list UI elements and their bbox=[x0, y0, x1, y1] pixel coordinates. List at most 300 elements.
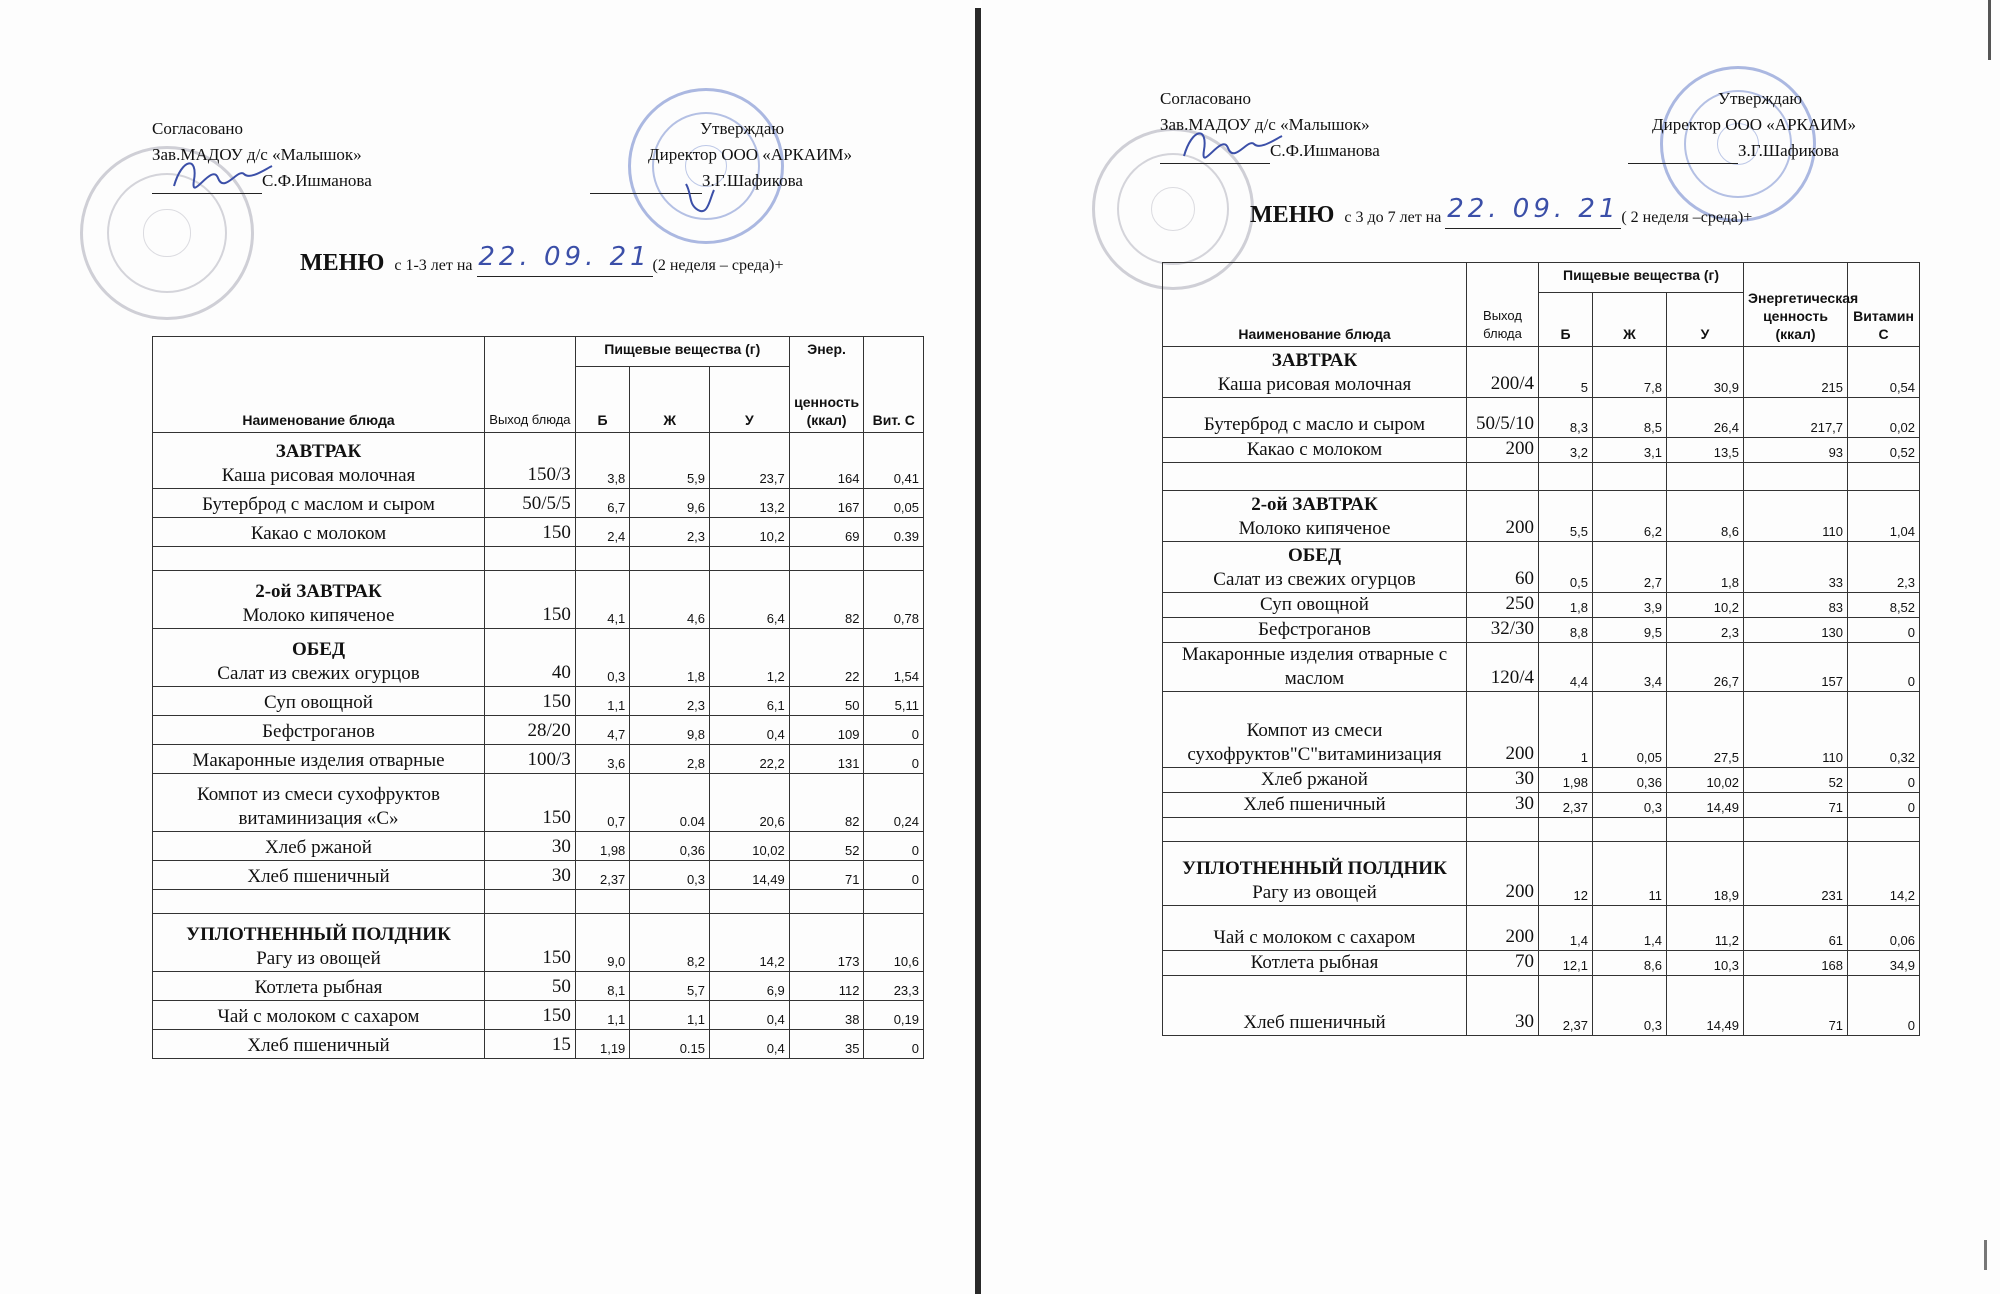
energy-value: 109 bbox=[789, 716, 864, 745]
header-energy: ценность (ккал) bbox=[789, 367, 864, 433]
carbs-value: 10,2 bbox=[1667, 593, 1744, 618]
approved-signature bbox=[1178, 120, 1288, 170]
protein-value: 3,2 bbox=[1539, 438, 1593, 463]
header-nutrients: Пищевые вещества (г) bbox=[575, 337, 789, 367]
energy-value: 71 bbox=[1744, 793, 1848, 818]
fat-value: 0,36 bbox=[1593, 768, 1667, 793]
protein-value: 3,8 bbox=[575, 433, 629, 489]
protein-value: 2,37 bbox=[1539, 976, 1593, 1036]
dish-yield: 200 bbox=[1467, 438, 1539, 463]
dish-yield: 150 bbox=[485, 687, 576, 716]
carbs-value bbox=[1667, 818, 1744, 842]
fat-value: 5,9 bbox=[630, 433, 710, 489]
vitamin-c-value: 14,2 bbox=[1848, 842, 1920, 906]
fat-value: 1,1 bbox=[630, 1001, 710, 1030]
vitamin-c-value: 0 bbox=[864, 745, 924, 774]
dish-name: Хлеб пшеничный bbox=[247, 866, 390, 887]
protein-value: 4,1 bbox=[575, 571, 629, 629]
carbs-value: 22,2 bbox=[710, 745, 790, 774]
carbs-value: 6,9 bbox=[710, 972, 790, 1001]
header-fat: Ж bbox=[630, 367, 710, 433]
vitamin-c-value: 34,9 bbox=[1848, 951, 1920, 976]
vitamin-c-value: 0,52 bbox=[1848, 438, 1920, 463]
dish-name-cell bbox=[153, 629, 485, 687]
fat-value bbox=[1593, 463, 1667, 491]
dish-yield: 50 bbox=[485, 972, 576, 1001]
dish-yield bbox=[485, 890, 576, 914]
vitamin-c-value bbox=[1848, 818, 1920, 842]
energy-value bbox=[1744, 463, 1848, 491]
fat-value: 3,9 bbox=[1593, 593, 1667, 618]
protein-value: 12 bbox=[1539, 842, 1593, 906]
header-dish-name: Наименование блюда bbox=[153, 337, 485, 433]
menu-title bbox=[300, 242, 784, 277]
carbs-value: 10,02 bbox=[710, 832, 790, 861]
confirmed-org: Директор ООО «АРКАИМ» bbox=[648, 145, 853, 164]
approved-name: С.Ф.Ишманова bbox=[1270, 141, 1380, 160]
carbs-value: 10,3 bbox=[1667, 951, 1744, 976]
table-row bbox=[153, 687, 924, 716]
scan-edge bbox=[1988, 0, 1991, 60]
header-energy: Энергетическая ценность (ккал) bbox=[1744, 263, 1848, 347]
vitamin-c-value: 0,78 bbox=[864, 571, 924, 629]
dish-name: Котлета рыбная bbox=[1250, 952, 1379, 973]
table-row bbox=[153, 518, 924, 547]
dish-name-cell bbox=[1163, 793, 1467, 818]
header-yield: Выход блюда bbox=[1467, 263, 1539, 347]
left-menu-page bbox=[0, 0, 975, 1294]
protein-value: 0,5 bbox=[1539, 542, 1593, 593]
table-row bbox=[1163, 818, 1920, 842]
dish-name: Бефстроганов bbox=[262, 721, 375, 742]
energy-value: 22 bbox=[789, 629, 864, 687]
header-energy-top: Энер. bbox=[789, 337, 864, 367]
dish-yield: 150 bbox=[485, 571, 576, 629]
table-row bbox=[153, 890, 924, 914]
carbs-value: 1,2 bbox=[710, 629, 790, 687]
dish-name: Рагу из овощей bbox=[256, 948, 381, 969]
date-field bbox=[477, 242, 653, 277]
protein-value: 2,37 bbox=[1539, 793, 1593, 818]
dish-yield: 200 bbox=[1467, 491, 1539, 542]
header-carbs: У bbox=[710, 367, 790, 433]
dish-name: Каша рисовая молочная bbox=[221, 465, 416, 486]
table-row bbox=[1163, 542, 1920, 593]
table-row bbox=[153, 433, 924, 489]
dish-yield: 120/4 bbox=[1467, 643, 1539, 692]
fat-value: 5,7 bbox=[630, 972, 710, 1001]
vitamin-c-value: 0,24 bbox=[864, 774, 924, 832]
approved-org: Зав.МАДОУ д/с «Малышок» bbox=[152, 145, 362, 164]
fat-value: 2,3 bbox=[630, 518, 710, 547]
energy-value: 82 bbox=[789, 571, 864, 629]
dish-name-cell bbox=[153, 832, 485, 861]
vitamin-c-value: 0 bbox=[864, 1030, 924, 1059]
dish-yield: 150 bbox=[485, 774, 576, 832]
protein-value: 0,3 bbox=[575, 629, 629, 687]
energy-value: 168 bbox=[1744, 951, 1848, 976]
energy-value: 71 bbox=[1744, 976, 1848, 1036]
energy-value: 164 bbox=[789, 433, 864, 489]
dish-name-cell bbox=[153, 890, 485, 914]
carbs-value: 13,2 bbox=[710, 489, 790, 518]
carbs-value bbox=[1667, 463, 1744, 491]
table-row bbox=[153, 745, 924, 774]
dish-name-cell bbox=[1163, 542, 1467, 593]
carbs-value: 10,02 bbox=[1667, 768, 1744, 793]
table-row bbox=[1163, 906, 1920, 951]
vitamin-c-value: 0 bbox=[1848, 618, 1920, 643]
meal-section-title: ЗАВТРАК bbox=[1271, 350, 1358, 371]
carbs-value: 6,4 bbox=[710, 571, 790, 629]
energy-value: 112 bbox=[789, 972, 864, 1001]
vitamin-c-value: 8,52 bbox=[1848, 593, 1920, 618]
energy-value: 131 bbox=[789, 745, 864, 774]
age-text: с 1-3 лет на bbox=[394, 257, 473, 274]
meal-section-title: 2-ой ЗАВТРАК bbox=[1251, 494, 1378, 515]
dish-name-cell bbox=[1163, 463, 1467, 491]
table-row bbox=[1163, 692, 1920, 768]
dish-name: Чай с молоком с сахаром bbox=[217, 1006, 420, 1027]
header-protein: Б bbox=[1539, 293, 1593, 347]
table-row bbox=[153, 774, 924, 832]
carbs-value: 11,2 bbox=[1667, 906, 1744, 951]
protein-value: 4,4 bbox=[1539, 643, 1593, 692]
carbs-value bbox=[710, 890, 790, 914]
dish-yield: 200 bbox=[1467, 906, 1539, 951]
table-row bbox=[1163, 842, 1920, 906]
dish-name: Хлеб ржаной bbox=[265, 837, 372, 858]
energy-value: 217,7 bbox=[1744, 398, 1848, 438]
vitamin-c-value bbox=[864, 547, 924, 571]
carbs-value: 26,7 bbox=[1667, 643, 1744, 692]
confirmed-label: Утверждаю bbox=[700, 119, 785, 138]
approved-signature bbox=[168, 150, 278, 200]
dish-yield: 30 bbox=[485, 832, 576, 861]
dish-name-cell bbox=[153, 1030, 485, 1059]
vitamin-c-value: 0,41 bbox=[864, 433, 924, 489]
fat-value bbox=[630, 547, 710, 571]
protein-value: 6,7 bbox=[575, 489, 629, 518]
dish-yield: 250 bbox=[1467, 593, 1539, 618]
protein-value: 5 bbox=[1539, 347, 1593, 398]
dish-name-cell bbox=[1163, 643, 1467, 692]
approved-org: Зав.МАДОУ д/с «Малышок» bbox=[1160, 115, 1370, 134]
fat-value: 0.04 bbox=[630, 774, 710, 832]
protein-value: 2,4 bbox=[575, 518, 629, 547]
protein-value: 2,37 bbox=[575, 861, 629, 890]
fat-value: 8,2 bbox=[630, 914, 710, 972]
dish-name-cell bbox=[153, 571, 485, 629]
dish-name: Макаронные изделия отварные bbox=[192, 750, 445, 771]
vitamin-c-value: 0,02 bbox=[1848, 398, 1920, 438]
dish-name-cell bbox=[1163, 842, 1467, 906]
carbs-value: 0,4 bbox=[710, 1001, 790, 1030]
menu-table bbox=[152, 336, 924, 1059]
dish-name-cell bbox=[1163, 347, 1467, 398]
dish-name: Салат из свежих огурцов bbox=[1213, 569, 1416, 590]
dish-name-cell bbox=[153, 861, 485, 890]
carbs-value: 23,7 bbox=[710, 433, 790, 489]
dish-name: Хлеб ржаной bbox=[1261, 769, 1368, 790]
fat-value: 2,7 bbox=[1593, 542, 1667, 593]
meal-section-title: ОБЕД bbox=[1287, 545, 1342, 566]
table-row bbox=[1163, 618, 1920, 643]
table-row bbox=[153, 1030, 924, 1059]
table-row bbox=[1163, 643, 1920, 692]
header-carbs: У bbox=[1667, 293, 1744, 347]
confirmed-label: Утверждаю bbox=[1718, 89, 1803, 108]
page-divider bbox=[975, 8, 981, 1294]
vitamin-c-value: 0,05 bbox=[864, 489, 924, 518]
dish-name-cell bbox=[153, 547, 485, 571]
fat-value: 9,8 bbox=[630, 716, 710, 745]
table-row bbox=[1163, 463, 1920, 491]
dish-name: Какао с молоком bbox=[250, 523, 387, 544]
dish-name-cell bbox=[153, 687, 485, 716]
menu-word: МЕНЮ bbox=[300, 250, 385, 276]
energy-value: 110 bbox=[1744, 491, 1848, 542]
protein-value: 5,5 bbox=[1539, 491, 1593, 542]
carbs-value: 13,5 bbox=[1667, 438, 1744, 463]
vitamin-c-value: 0,19 bbox=[864, 1001, 924, 1030]
fat-value: 8,6 bbox=[1593, 951, 1667, 976]
dish-name-cell bbox=[1163, 692, 1467, 768]
dish-name-cell bbox=[153, 489, 485, 518]
vitamin-c-value: 0 bbox=[1848, 643, 1920, 692]
energy-value: 167 bbox=[789, 489, 864, 518]
menu-title bbox=[1250, 194, 1753, 229]
confirmed-org: Директор ООО «АРКАИМ» bbox=[1652, 115, 1857, 134]
energy-value: 215 bbox=[1744, 347, 1848, 398]
dish-yield: 30 bbox=[1467, 793, 1539, 818]
energy-value: 231 bbox=[1744, 842, 1848, 906]
fat-value: 2,8 bbox=[630, 745, 710, 774]
vitamin-c-value: 0 bbox=[864, 861, 924, 890]
table-row bbox=[153, 716, 924, 745]
carbs-value: 0,4 bbox=[710, 716, 790, 745]
table-row bbox=[153, 972, 924, 1001]
protein-value: 3,6 bbox=[575, 745, 629, 774]
approved-label: Согласовано bbox=[1160, 89, 1251, 108]
dish-name: Хлеб пшеничный bbox=[247, 1035, 390, 1056]
date-field bbox=[1445, 194, 1621, 229]
header-protein: Б bbox=[575, 367, 629, 433]
dish-yield: 100/3 bbox=[485, 745, 576, 774]
protein-value: 8,1 bbox=[575, 972, 629, 1001]
fat-value: 0,3 bbox=[1593, 793, 1667, 818]
vitamin-c-value: 0 bbox=[864, 716, 924, 745]
header-nutrients: Пищевые вещества (г) bbox=[1539, 263, 1744, 293]
vitamin-c-value: 0,54 bbox=[1848, 347, 1920, 398]
energy-value: 110 bbox=[1744, 692, 1848, 768]
dish-yield: 150 bbox=[485, 518, 576, 547]
fat-value bbox=[1593, 818, 1667, 842]
dish-name-cell bbox=[153, 1001, 485, 1030]
dish-name: Молоко кипяченое bbox=[1238, 518, 1391, 539]
fat-value: 6,2 bbox=[1593, 491, 1667, 542]
dish-name-cell bbox=[153, 914, 485, 972]
vitamin-c-value bbox=[1848, 463, 1920, 491]
energy-value: 93 bbox=[1744, 438, 1848, 463]
dish-name: Компот из смеси сухофруктов"С"витаминизация bbox=[1187, 720, 1442, 765]
dish-yield: 28/20 bbox=[485, 716, 576, 745]
dish-name-cell bbox=[153, 972, 485, 1001]
fat-value: 9,6 bbox=[630, 489, 710, 518]
protein-value bbox=[575, 547, 629, 571]
table-row bbox=[1163, 491, 1920, 542]
carbs-value: 2,3 bbox=[1667, 618, 1744, 643]
table-row bbox=[153, 861, 924, 890]
fat-value: 0,05 bbox=[1593, 692, 1667, 768]
protein-value bbox=[1539, 818, 1593, 842]
table-row bbox=[153, 629, 924, 687]
dish-name: Суп овощной bbox=[1260, 594, 1369, 615]
dish-yield: 30 bbox=[1467, 768, 1539, 793]
dish-name-cell bbox=[153, 433, 485, 489]
vitamin-c-value: 1,54 bbox=[864, 629, 924, 687]
dish-yield: 60 bbox=[1467, 542, 1539, 593]
approved-label: Согласовано bbox=[152, 119, 243, 138]
energy-value bbox=[789, 547, 864, 571]
right-menu-page bbox=[982, 0, 2000, 1294]
handwritten-date: 22. 09. 21 bbox=[1447, 194, 1620, 224]
energy-value: 130 bbox=[1744, 618, 1848, 643]
dish-name: Рагу из овощей bbox=[1252, 882, 1377, 903]
dish-name-cell bbox=[1163, 951, 1467, 976]
table-row bbox=[153, 1001, 924, 1030]
header-vit-c: Витамин С bbox=[1848, 263, 1920, 347]
table-row bbox=[153, 547, 924, 571]
dish-name-cell bbox=[153, 518, 485, 547]
dish-name-cell bbox=[1163, 768, 1467, 793]
table-row bbox=[153, 571, 924, 629]
carbs-value: 1,8 bbox=[1667, 542, 1744, 593]
dish-yield: 32/30 bbox=[1467, 618, 1539, 643]
protein-value: 1,1 bbox=[575, 687, 629, 716]
vitamin-c-value: 1,04 bbox=[1848, 491, 1920, 542]
fat-value: 2,3 bbox=[630, 687, 710, 716]
vitamin-c-value: 0.39 bbox=[864, 518, 924, 547]
header-dish-name: Наименование блюда bbox=[1163, 263, 1467, 347]
dish-yield bbox=[1467, 818, 1539, 842]
energy-value: 83 bbox=[1744, 593, 1848, 618]
energy-value bbox=[1744, 818, 1848, 842]
carbs-value: 14,49 bbox=[1667, 793, 1744, 818]
protein-value: 0,7 bbox=[575, 774, 629, 832]
dish-name: Бутерброд с масло и сыром bbox=[1203, 414, 1426, 435]
meal-section-title: ЗАВТРАК bbox=[275, 441, 362, 462]
energy-value: 52 bbox=[1744, 768, 1848, 793]
confirmed-name: З.Г.Шафикова bbox=[702, 171, 803, 190]
table-row bbox=[1163, 976, 1920, 1036]
fat-value: 7,8 bbox=[1593, 347, 1667, 398]
header-yield: Выход блюда bbox=[485, 337, 576, 433]
table-row bbox=[1163, 347, 1920, 398]
dish-name-cell bbox=[153, 716, 485, 745]
dish-yield: 50/5/10 bbox=[1467, 398, 1539, 438]
protein-value bbox=[1539, 463, 1593, 491]
dish-name-cell bbox=[1163, 398, 1467, 438]
protein-value: 1 bbox=[1539, 692, 1593, 768]
fat-value: 11 bbox=[1593, 842, 1667, 906]
dish-name: Какао с молоком bbox=[1246, 439, 1383, 460]
energy-value bbox=[789, 890, 864, 914]
table-row bbox=[1163, 768, 1920, 793]
dish-name-cell bbox=[1163, 818, 1467, 842]
carbs-value: 14,49 bbox=[1667, 976, 1744, 1036]
vitamin-c-value: 0 bbox=[1848, 976, 1920, 1036]
energy-value: 38 bbox=[789, 1001, 864, 1030]
dish-yield: 70 bbox=[1467, 951, 1539, 976]
table-row bbox=[153, 489, 924, 518]
dish-name: Бефстроганов bbox=[1258, 619, 1371, 640]
vitamin-c-value: 0 bbox=[864, 832, 924, 861]
vitamin-c-value: 23,3 bbox=[864, 972, 924, 1001]
approved-name: С.Ф.Ишманова bbox=[262, 171, 372, 190]
energy-value: 61 bbox=[1744, 906, 1848, 951]
energy-value: 71 bbox=[789, 861, 864, 890]
carbs-value: 14,2 bbox=[710, 914, 790, 972]
fat-value bbox=[630, 890, 710, 914]
age-text: с 3 до 7 лет на bbox=[1344, 209, 1442, 226]
dish-yield: 150 bbox=[485, 914, 576, 972]
dish-yield: 150/3 bbox=[485, 433, 576, 489]
protein-value: 1,19 bbox=[575, 1030, 629, 1059]
meal-section-title: ОБЕД bbox=[291, 639, 346, 660]
vitamin-c-value bbox=[864, 890, 924, 914]
confirmed-signature-line bbox=[1628, 138, 1839, 164]
handwritten-date: 22. 09. 21 bbox=[478, 242, 651, 272]
carbs-value: 6,1 bbox=[710, 687, 790, 716]
meal-section-title: 2-ой ЗАВТРАК bbox=[255, 581, 382, 602]
vitamin-c-value: 0 bbox=[1848, 793, 1920, 818]
protein-value bbox=[575, 890, 629, 914]
protein-value: 1,4 bbox=[1539, 906, 1593, 951]
protein-value: 1,1 bbox=[575, 1001, 629, 1030]
fat-value: 0,3 bbox=[630, 861, 710, 890]
fat-value: 3,4 bbox=[1593, 643, 1667, 692]
dish-name-cell bbox=[1163, 976, 1467, 1036]
fat-value: 0.15 bbox=[630, 1030, 710, 1059]
fat-value: 1,8 bbox=[630, 629, 710, 687]
dish-name-cell bbox=[1163, 618, 1467, 643]
protein-value: 1,98 bbox=[575, 832, 629, 861]
dish-name-cell bbox=[1163, 593, 1467, 618]
dish-yield: 150 bbox=[485, 1001, 576, 1030]
energy-value: 157 bbox=[1744, 643, 1848, 692]
vitamin-c-value: 0 bbox=[1848, 768, 1920, 793]
protein-value: 1,8 bbox=[1539, 593, 1593, 618]
energy-value: 82 bbox=[789, 774, 864, 832]
table-row bbox=[153, 832, 924, 861]
dish-name: Хлеб пшеничный bbox=[1243, 794, 1386, 815]
dish-name: Чай с молоком с сахаром bbox=[1213, 927, 1416, 948]
dish-yield bbox=[485, 547, 576, 571]
protein-value: 1,98 bbox=[1539, 768, 1593, 793]
menu-table bbox=[1162, 262, 1920, 1036]
fat-value: 3,1 bbox=[1593, 438, 1667, 463]
vitamin-c-value: 5,11 bbox=[864, 687, 924, 716]
dish-name-cell bbox=[1163, 491, 1467, 542]
dish-name: Хлеб пшеничный bbox=[1243, 1012, 1386, 1033]
table-row bbox=[1163, 593, 1920, 618]
table-row bbox=[153, 914, 924, 972]
menu-word: МЕНЮ bbox=[1250, 202, 1335, 228]
protein-value: 8,8 bbox=[1539, 618, 1593, 643]
energy-value: 50 bbox=[789, 687, 864, 716]
fat-value: 8,5 bbox=[1593, 398, 1667, 438]
